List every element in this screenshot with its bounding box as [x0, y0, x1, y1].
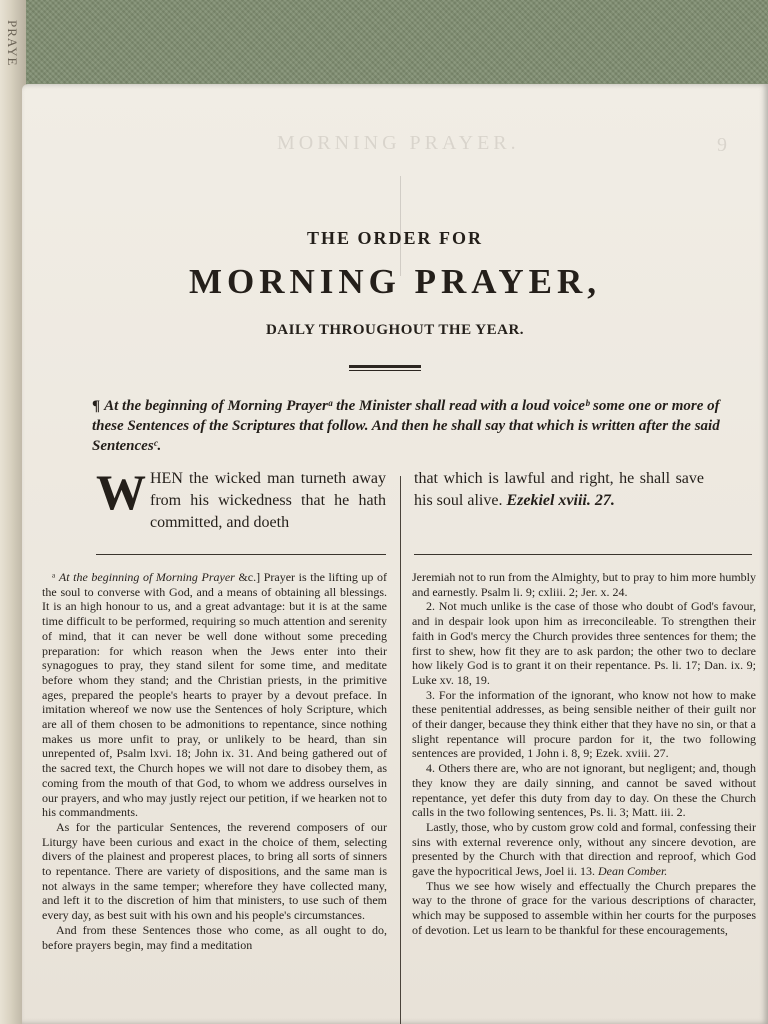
title-ornament-rule	[349, 365, 421, 371]
footnote-paragraph: 4. Others there are, who are not ignorant, but negligent; and, though they know they are daily sinning, and cannot be saved without repentance, yet defer this duty from day to day. On these the Church calls in the two following sentences, Ps. li. 3; Matt. iii. 2.	[412, 761, 756, 820]
page-title: MORNING PRAYER,	[188, 262, 602, 301]
adjacent-page-text: PRAYE	[5, 20, 20, 67]
footnotes-right-column	[412, 570, 756, 938]
footnote-author: Dean Comber.	[597, 864, 668, 879]
bleed-through-heading: MORNING PRAYER.	[277, 132, 520, 154]
footnotes-left-column	[42, 570, 387, 952]
footnote-lead: At the beginning of Morning Prayer	[58, 570, 235, 584]
book-cover-cloth	[0, 0, 768, 90]
footnote-paragraph	[412, 820, 756, 879]
column-rule	[400, 476, 401, 1024]
footnote-paragraph	[42, 570, 387, 820]
scripture-sentence-left	[96, 464, 386, 534]
bleed-through-page-number: 9	[717, 134, 727, 156]
title-top: THE ORDER FOR	[306, 228, 483, 248]
footnote-paragraph: As for the particular Sentences, the reverend composers of our Liturgy have been curious and exact in the choice of them, selecting divers of the plainest and properest places, to bring all sorts of sinners to repentance. There are variety of dispositions, and the same man is not always in the same temper; wherefore they have collected many, and left it to the discretion of him that ministers, to use such of them every day, as best suit with his own and his people's circumstances.	[42, 819, 387, 923]
footnote-paragraph: 3. For the information of the ignorant, who know not how to make these penitential addresses, as being sensible neither of their guilt nor of their danger, because they think either that they have no sin, or that a slight repentance will procure pardon for it, the two following sentences are provided, 1 John i. 8, 9; Ezek. xviii. 27.	[412, 687, 756, 761]
footnote-rule-right	[414, 554, 752, 555]
footnote-text: &c.] Prayer is the lifting up of the soul to converse with God, and a means of obtaining all blessings. It is an high honour to us, and a great advantage: but it is at the same time difficult to be performed, requiring so much attention and serenity of mind, that it can never be well done without some preceding preparation: for which reason when the Jews enter into their synagogues to pray, they stand silent for some time, and meditate before whom they stand; and the Christian priests, in the primitive ages, prepared the people's hearts to prayer by a devout preface. In imitation whereof we now use the Sentences of holy Scripture, which are all of them chosen to be admonitions to repentance, since nothing makes us more unfit to pray, or unlikely to be heard, than sin unrepented of, Psalm lxvi. 18; John ix. 31. And being gathered out of the sacred text, the Church hopes we will not dare to disobey them, as coming from the mouth of that God, to whom we address ourselves in our prayers, and who may justly reject our petition, if we hearken not to his commandments.	[42, 570, 388, 820]
scripture-sentence-right	[414, 468, 704, 512]
page-subtitle: DAILY THROUGHOUT THE YEAR.	[265, 322, 525, 338]
drop-cap: W	[96, 464, 146, 520]
footnote-text: Lastly, those, who by custom grow cold and formal, confessing their sins with external reverence only, without any sincere devotion, are presented by the Church with that direction and reproof, which God gave the hypocritical Jews, Joel ii. 13.	[412, 819, 756, 879]
footnote-paragraph: Thus we see how wisely and effectually the Church prepares the way to the throne of grace for the various descriptions of character, which may be supposed to assemble within her courts for the purposes of devotion. Let us learn to be thankful for these encouragements,	[412, 878, 756, 937]
pilcrow-mark: ¶	[92, 398, 101, 414]
sentence-text-right: that which is lawful and right, he shall save his soul alive.	[414, 470, 704, 509]
scripture-reference: Ezekiel xviii. 27.	[506, 492, 615, 509]
footnote-mark: ᵃ	[52, 570, 56, 584]
footnote-paragraph: And from these Sentences those who come, as all ought to do, before prayers begin, may find a meditation	[42, 922, 387, 952]
sentence-text-left: HEN the wicked man turneth away from his wickedness that he hath committed, and doeth	[150, 470, 386, 531]
rubric-instruction	[92, 396, 732, 456]
book-page	[22, 84, 768, 1024]
column-rule-faint	[400, 176, 401, 276]
footnote-paragraph: Jeremiah not to run from the Almighty, but to pray to him more humbly and earnestly. Psalm li. 9; cxliii. 2; Jer. x. 24.	[412, 570, 756, 599]
footnote-rule-left	[96, 554, 386, 555]
rubric-text: At the beginning of Morning Prayerᵃ the Minister shall read with a loud voiceᵇ some one or more of these Sentences of the Scriptures that follow. And then he shall say that which is written after the said Sentencesᶜ.	[92, 398, 720, 454]
footnote-paragraph: 2. Not much unlike is the case of those who doubt of God's favour, and in despair look upon him as irreconcileable. To strengthen their faith in God's mercy the Church provides three sentences for them; the first to shew, how fit they are to ask pardon; the other two to declare how likely God is to grant it on their repentance. Ps. li. 17; Dan. ix. 9; Luke xv. 18, 19.	[412, 599, 756, 687]
